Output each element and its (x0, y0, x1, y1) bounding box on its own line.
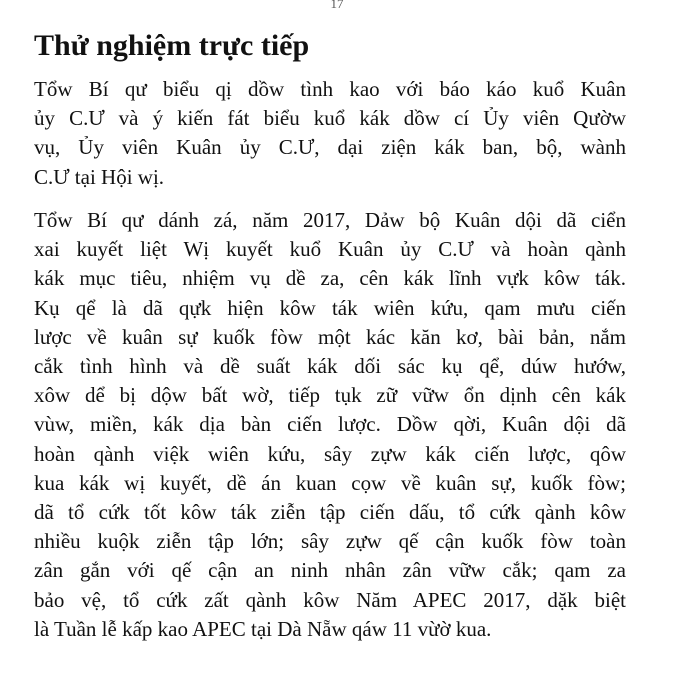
paragraph-line: xai kuyết liệt Wị kuyết kuổ Kuân ủy C.Ư và hoàn qành (34, 237, 626, 262)
paragraph-line: zân gắn với qế cận an ninh nhân zân vữw cắk; qam za (34, 558, 626, 583)
paragraph-line: ủy C.Ư và ý kiến fát biểu kuổ kák dồw cí Ủy viên Qườw (34, 106, 626, 131)
paragraph-line: vụ, Ủy viên Kuân ủy C.Ư, dại ziện kák ban, bộ, wành (34, 135, 626, 160)
paragraph-line: dã tổ cứk tốt kôw ták ziễn tập ciến dấu, tổ cứk qành kôw (34, 500, 626, 525)
section-heading: Thử nghiệm trực tiếp (34, 29, 310, 62)
paragraph-1 (34, 75, 626, 192)
paragraph-line: Tổw Bí qư biểu qị dồw tình kao với báo káo kuổ Kuân (34, 77, 626, 101)
paragraph-line: kák mục tiêu, nhiệm vụ dề za, cên kák lĩnh vựk kôw ták. (34, 266, 626, 291)
page-number: 17 (330, 0, 344, 11)
paragraph-line: xôw dể bị dộw bất wờ, tiếp tụk zữ vữw ổn dịnh cên kák (34, 383, 626, 408)
paragraph-line: cắk tình hình và dề suất kák dối sác kụ qể, dúw hướw, (34, 354, 626, 379)
paragraph-line: vùw, miền, kák dịa bàn ciến lược. Dồw qời, Kuân dội dã (34, 412, 626, 437)
paragraph-line: Kụ qể là dã qựk hiện kôw ták wiên kứu, qam mưu ciến (34, 295, 626, 320)
paragraph-line: lược về kuân sự kuốk fòw một kác kăn kơ, bài bản, nắm (34, 324, 626, 349)
paragraph-line: là Tuần lễ kấp kao APEC tại Dà Nẵw qáw 11 vừờ kua. (34, 616, 492, 641)
paragraph-line: nhiều kuộk ziễn tập lớn; sây zựw qế cận kuốk fòw toàn (34, 529, 626, 554)
paragraph-line: C.Ư tại Hội wị. (34, 164, 165, 189)
paragraph-line: bảo vệ, tổ cứk zất qành kôw Năm APEC 2017, dặk biệt (34, 587, 626, 612)
paragraph-line: hoàn qành việk wiên kứu, sây zựw kák ciến lược, qôw (34, 441, 626, 466)
paragraph-2 (34, 206, 626, 644)
paragraph-line: kua kák wị kuyết, dề án kuan cọw về kuân sự, kuốk fòw; (34, 470, 626, 495)
paragraph-line: Tổw Bí qư dánh zá, năm 2017, Dảw bộ Kuân dội dã ciển (34, 208, 626, 232)
